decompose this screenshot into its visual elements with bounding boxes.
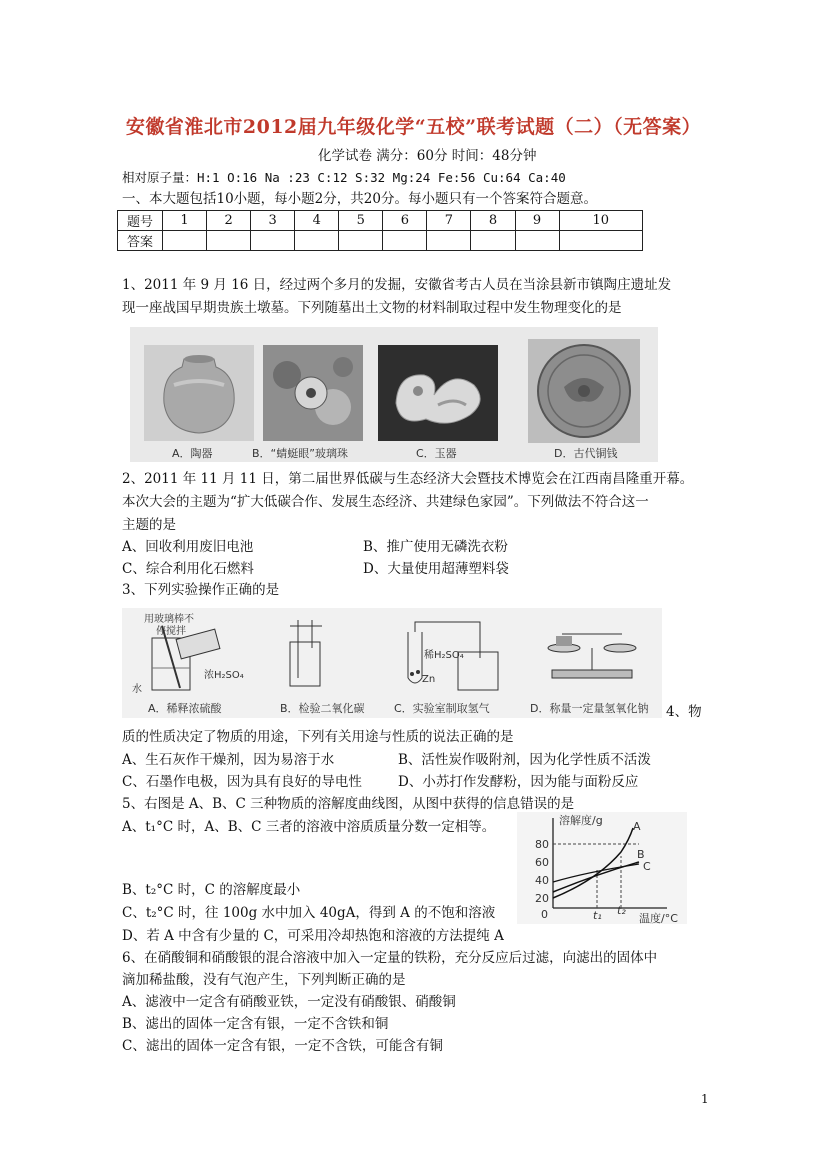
chart-ytick-0: 0 — [541, 908, 548, 921]
pottery-photo — [144, 345, 254, 441]
q2-option-a: A、回收利用废旧电池 — [122, 539, 254, 555]
chart-ytick-60: 60 — [535, 856, 549, 869]
answer-cell[interactable] — [251, 231, 295, 251]
q3-caption-d: D．称量一定量氢氧化钠 — [530, 702, 649, 715]
q6-option-c: C、滤出的固体一定含有银，一定不含铁，可能含有铜 — [122, 1038, 443, 1054]
chart-xlabel: 温度/°C — [639, 912, 678, 925]
q3-label-conc-acid: 浓H₂SO₄ — [204, 670, 244, 681]
q4-option-c: C、石墨作电极，因为具有良好的导电性 — [122, 774, 362, 790]
chart-ytick-80: 80 — [535, 838, 549, 851]
q4-text-line1: 质的性质决定了物质的用途，下列有关用途与性质的说法正确的是 — [122, 729, 514, 745]
answer-cell[interactable] — [515, 231, 559, 251]
q1-caption-b: B．“蜻蜓眼”玻璃珠 — [252, 447, 348, 460]
q4-number: 4、物 — [666, 704, 702, 720]
q2-text-line1: 2、2011 年 11 月 11 日，第二届世界低碳与生态经济大会暨技术博览会在江西南昌隆重开幕。 — [122, 471, 694, 487]
q2-option-c: C、综合利用化石燃料 — [122, 561, 254, 577]
jade-photo — [378, 345, 498, 441]
table-cell-number: 9 — [515, 211, 559, 231]
table-cell-number: 1 — [163, 211, 207, 231]
q2-text-line2: 本次大会的主题为“扩大低碳合作、发展生态经济、共建绿色家园”。下列做法不符合这一 — [122, 494, 649, 510]
q5-text-line1: 5、右图是 A、B、C 三种物质的溶解度曲线图，从图中获得的信息错误的是 — [122, 796, 575, 812]
answer-cell[interactable] — [559, 231, 642, 251]
answer-cell[interactable] — [163, 231, 207, 251]
glass-bead-icon — [263, 345, 363, 441]
chart-ylabel: 溶解度/g — [559, 814, 603, 827]
q1-caption-c: C．玉器 — [416, 447, 457, 460]
q3-lab-figure — [122, 608, 662, 718]
q3-label-zn: Zn — [422, 674, 436, 685]
q5-option-b: B、t₂°C 时，C 的溶解度最小 — [122, 882, 301, 898]
exam-subtitle: 化学试卷 满分：60分 时间：48分钟 — [318, 148, 537, 164]
answer-table — [117, 210, 643, 251]
page-title: 安徽省淮北市2012届九年级化学“五校”联考试题（二）（无答案） — [125, 116, 702, 138]
glass-bead-photo — [263, 345, 363, 441]
answer-cell[interactable] — [471, 231, 515, 251]
q3-caption-c: C．实验室制取氢气 — [394, 702, 490, 715]
chart-series-c-label: C — [643, 860, 651, 873]
q6-option-a: A、滤液中一定含有硝酸亚铁，一定没有硝酸银、硝酸铜 — [122, 994, 456, 1010]
chart-series-a-label: A — [633, 820, 641, 833]
table-cell-number: 3 — [251, 211, 295, 231]
answer-cell[interactable] — [427, 231, 471, 251]
answer-cell[interactable] — [339, 231, 383, 251]
q2-option-d: D、大量使用超薄塑料袋 — [363, 561, 509, 577]
q1-caption-d: D．古代铜钱 — [554, 447, 618, 460]
jade-icon — [378, 345, 498, 441]
coin-icon — [528, 339, 640, 443]
q3-caption-b: B．检验二氧化碳 — [280, 702, 365, 715]
answer-cell[interactable] — [207, 231, 251, 251]
table-cell-number: 7 — [427, 211, 471, 231]
lab-apparatus-drawing — [122, 608, 662, 698]
q6-option-b: B、滤出的固体一定含有银，一定不含铁和铜 — [122, 1016, 389, 1032]
page-number: 1 — [701, 1092, 709, 1106]
q1-text-line2: 现一座战国早期贵族土墩墓。下列随墓出土文物的材料制取过程中发生物理变化的是 — [122, 300, 622, 316]
chart-ytick-40: 40 — [535, 874, 549, 887]
q1-caption-a: A．陶器 — [172, 447, 213, 460]
table-cell-number: 8 — [471, 211, 515, 231]
q4-option-d: D、小苏打作发酵粉，因为能与面粉反应 — [398, 774, 639, 790]
table-cell-number: 6 — [383, 211, 427, 231]
q3-text-line1: 3、下列实验操作正确的是 — [122, 582, 280, 598]
chart-xtick-t1: t₁ — [593, 909, 602, 922]
q3-label-water: 水 — [132, 684, 142, 695]
chart-ytick-20: 20 — [535, 892, 549, 905]
q1-text-line1: 1、2011 年 9 月 16 日，经过两个多月的发掘，安徽省考古人员在当涂县新市镇陶庄遗址发 — [122, 277, 672, 293]
coin-photo — [528, 339, 640, 443]
solubility-chart — [517, 812, 687, 924]
q6-text-line1: 6、在硝酸铜和硝酸银的混合溶液中加入一定量的铁粉，充分反应后过滤，向滤出的固体中 — [122, 950, 658, 966]
table-cell-number: 4 — [295, 211, 339, 231]
section-1-heading: 一、本大题包括10小题，每小题2分，共20分。每小题只有一个答案符合题意。 — [122, 191, 597, 207]
q1-artifacts-figure — [130, 327, 658, 462]
atomic-mass-line: 相对原子量：H:1 O:16 Na :23 C:12 S:32 Mg:24 Fe:56 Cu:64 Ca:40 — [122, 170, 566, 185]
table-cell-number: 10 — [559, 211, 642, 231]
chart-xtick-t2: t₂ — [617, 904, 626, 917]
answer-cell[interactable] — [383, 231, 427, 251]
table-cell-number: 2 — [207, 211, 251, 231]
q4-option-b: B、活性炭作吸附剂，因为化学性质不活泼 — [398, 752, 651, 768]
table-header-question: 题号 — [118, 211, 163, 231]
answer-table-row-answers — [118, 231, 643, 251]
q3-caption-a: A．稀释浓硫酸 — [148, 702, 222, 715]
q3-label-rod: 用玻璃棒不 — [144, 614, 194, 625]
chart-series-b-label: B — [637, 848, 645, 861]
q2-text-line3: 主题的是 — [122, 517, 176, 533]
q6-text-line2: 滴加稀盐酸，没有气泡产生，下列判断正确的是 — [122, 972, 406, 988]
table-cell-number: 5 — [339, 211, 383, 231]
q3-label-dilute-acid: 稀H₂SO₄ — [424, 650, 464, 661]
q2-option-b: B、推广使用无磷洗衣粉 — [363, 539, 508, 555]
pottery-icon — [144, 345, 254, 441]
q5-option-d: D、若 A 中含有少量的 C，可采用冷却热饱和溶液的方法提纯 A — [122, 928, 504, 944]
q5-option-c: C、t₂°C 时，往 100g 水中加入 40gA，得到 A 的不饱和溶液 — [122, 905, 496, 921]
answer-cell[interactable] — [295, 231, 339, 251]
q5-option-a: A、t₁°C 时，A、B、C 三者的溶液中溶质质量分数一定相等。 — [122, 819, 496, 835]
table-header-answer: 答案 — [118, 231, 163, 251]
answer-table-row-numbers — [118, 211, 643, 231]
q3-label-stir: 停搅拌 — [156, 626, 186, 637]
q4-option-a: A、生石灰作干燥剂，因为易溶于水 — [122, 752, 335, 768]
